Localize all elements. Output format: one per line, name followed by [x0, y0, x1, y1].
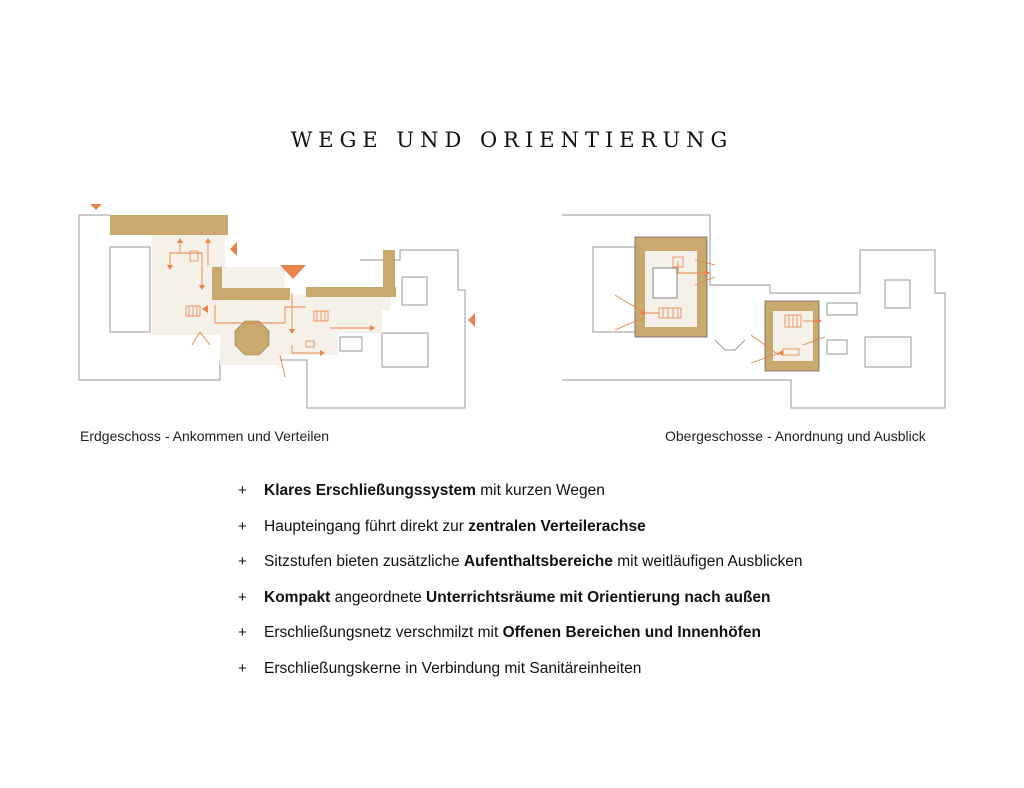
caption-upper-floors: Obergeschosse - Anordnung und Ausblick: [665, 428, 926, 444]
core-right-2: [383, 250, 395, 297]
item-emphasis: Klares Erschließungssystem: [264, 482, 476, 499]
plus-icon: +: [238, 482, 247, 499]
page-title: WEGE UND ORIENTIERUNG: [290, 128, 734, 152]
item-text: Haupteingang führt direkt zur: [264, 517, 469, 535]
core-right: [306, 287, 396, 297]
caption-ground-floor: Erdgeschoss - Ankommen und Verteilen: [80, 428, 330, 444]
list-item: [238, 518, 958, 554]
plus-icon: +: [238, 553, 247, 570]
plus-icon: +: [238, 517, 247, 535]
core-top: [110, 215, 228, 235]
item-emphasis: Offenen Bereichen und Innenhöfen: [502, 624, 761, 641]
item-text: mit kurzen Wegen: [475, 482, 605, 499]
item-text: Sitzstufen bieten zusätzliche: [264, 553, 464, 570]
building-outline: [562, 215, 945, 408]
core-left-void: [653, 268, 677, 298]
atrium-octagon: [235, 321, 269, 355]
list-item: [238, 553, 958, 589]
list-item: [238, 624, 958, 660]
item-text: Erschließungsnetz verschmilzt mit: [264, 624, 503, 641]
item-emphasis: Kompakt: [264, 588, 331, 606]
item-text: mit weitläufigen Ausblicken: [612, 553, 803, 570]
item-text: Erschließungskerne in Verbindung mit Sanitäreinheiten: [264, 659, 642, 677]
entrance-triangle-right: [468, 313, 475, 327]
entrance-triangle-left: [230, 242, 237, 256]
plus-icon: +: [238, 588, 247, 606]
ground-floor-plan: [70, 195, 490, 420]
item-text: angeordnete: [330, 588, 426, 606]
item-emphasis: Aufenthaltsbereiche: [463, 553, 613, 570]
list-item: [238, 589, 958, 625]
upper-floors-plan: [555, 205, 955, 420]
list-item: [238, 660, 958, 696]
feature-list: [238, 482, 958, 695]
entrance-triangle-topleft: [90, 204, 102, 210]
item-emphasis: Unterrichtsräume mit Orientierung nach außen: [426, 588, 771, 606]
list-item: [238, 482, 958, 518]
core-mid-2: [212, 288, 290, 300]
item-emphasis: zentralen Verteilerachse: [468, 517, 646, 535]
plus-icon: +: [238, 624, 247, 641]
plus-icon: +: [238, 659, 247, 677]
